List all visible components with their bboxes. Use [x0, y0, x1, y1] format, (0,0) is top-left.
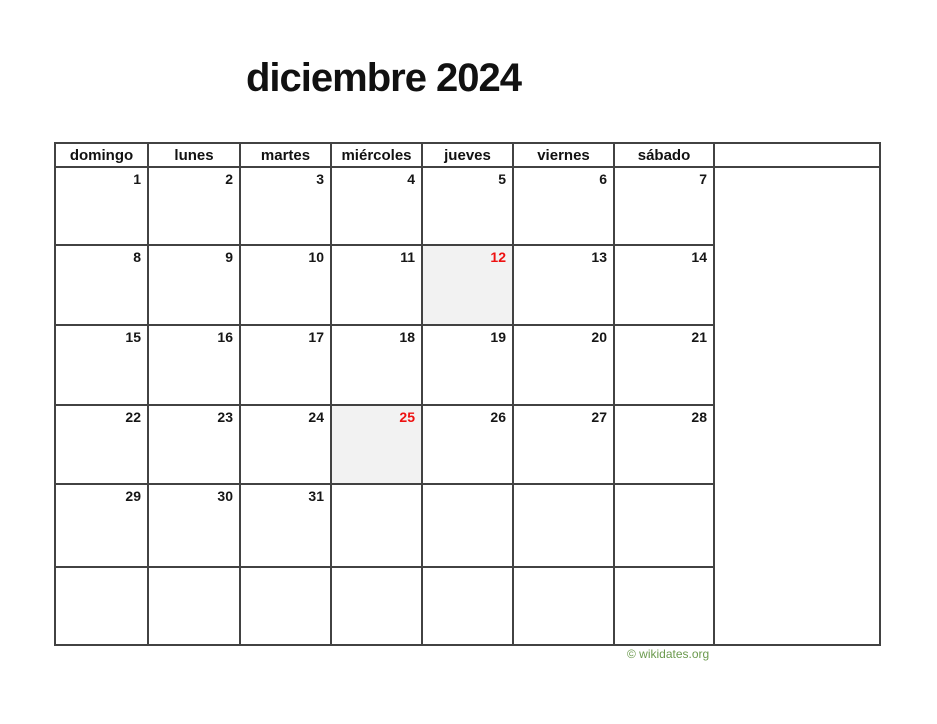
notes-column-header — [715, 144, 879, 168]
weekday-header-miercoles — [332, 144, 423, 168]
day-cell-27 — [514, 406, 615, 485]
day-number: 21 — [691, 329, 707, 345]
day-number: 17 — [308, 329, 324, 345]
credit-text: © wikidates.org — [627, 647, 710, 661]
day-number: 15 — [125, 329, 141, 345]
empty-day-cell — [149, 568, 241, 644]
day-cell-19 — [423, 326, 514, 406]
empty-day-cell — [423, 568, 514, 644]
weekday-header-lunes — [149, 144, 241, 168]
day-number: 3 — [316, 171, 324, 187]
day-number: 19 — [490, 329, 506, 345]
day-cell-31 — [241, 485, 332, 568]
day-number: 7 — [699, 171, 707, 187]
day-number: 1 — [133, 171, 141, 187]
day-cell-9 — [149, 246, 241, 326]
day-cell-4 — [332, 168, 423, 246]
day-cell-5 — [423, 168, 514, 246]
empty-day-cell — [423, 485, 514, 568]
day-number: 25 — [399, 409, 415, 425]
notes-column-cell — [715, 168, 879, 644]
weekday-label: domingo — [69, 146, 134, 164]
day-cell-24 — [241, 406, 332, 485]
weekday-header-jueves — [423, 144, 514, 168]
day-cell-16 — [149, 326, 241, 406]
empty-day-cell — [514, 485, 615, 568]
weekday-label: sábado — [637, 146, 691, 164]
weekday-header-sabado — [615, 144, 715, 168]
day-cell-26 — [423, 406, 514, 485]
day-cell-18 — [332, 326, 423, 406]
weekday-label: martes — [260, 146, 311, 164]
empty-day-cell — [332, 568, 423, 644]
weekday-label: viernes — [537, 146, 590, 164]
day-cell-10 — [241, 246, 332, 326]
empty-day-cell — [241, 568, 332, 644]
empty-day-cell — [332, 485, 423, 568]
day-number: 4 — [407, 171, 415, 187]
weekday-label: miércoles — [341, 146, 412, 164]
day-cell-29 — [56, 485, 149, 568]
day-number: 18 — [399, 329, 415, 345]
day-number: 14 — [691, 249, 707, 265]
day-number: 12 — [490, 249, 506, 265]
day-number: 28 — [691, 409, 707, 425]
day-number: 11 — [400, 249, 415, 265]
day-number: 6 — [599, 171, 607, 187]
day-number: 31 — [308, 488, 324, 504]
day-cell-8 — [56, 246, 149, 326]
day-number: 26 — [490, 409, 506, 425]
day-cell-7 — [615, 168, 715, 246]
day-number: 23 — [217, 409, 233, 425]
day-number: 10 — [308, 249, 324, 265]
day-cell-11 — [332, 246, 423, 326]
day-number: 2 — [225, 171, 233, 187]
day-cell-30 — [149, 485, 241, 568]
day-number: 5 — [498, 171, 506, 187]
day-cell-3 — [241, 168, 332, 246]
day-number: 22 — [125, 409, 141, 425]
calendar-title: diciembre 2024 — [245, 56, 522, 100]
calendar-grid — [54, 142, 881, 646]
day-cell-22 — [56, 406, 149, 485]
day-cell-21 — [615, 326, 715, 406]
day-cell-6 — [514, 168, 615, 246]
day-number: 29 — [125, 488, 141, 504]
weekday-label: lunes — [174, 146, 214, 164]
day-number: 30 — [217, 488, 233, 504]
day-number: 9 — [225, 249, 233, 265]
day-cell-2 — [149, 168, 241, 246]
day-number: 24 — [308, 409, 324, 425]
day-cell-15 — [56, 326, 149, 406]
day-number: 13 — [591, 249, 607, 265]
empty-day-cell — [514, 568, 615, 644]
day-cell-20 — [514, 326, 615, 406]
day-number: 20 — [591, 329, 607, 345]
day-cell-17 — [241, 326, 332, 406]
day-cell-1 — [56, 168, 149, 246]
empty-day-cell — [615, 485, 715, 568]
day-cell-12 — [423, 246, 514, 326]
empty-day-cell — [615, 568, 715, 644]
day-cell-14 — [615, 246, 715, 326]
weekday-header-domingo — [56, 144, 149, 168]
day-cell-13 — [514, 246, 615, 326]
day-cell-23 — [149, 406, 241, 485]
day-cell-25 — [332, 406, 423, 485]
weekday-header-viernes — [514, 144, 615, 168]
day-number: 16 — [217, 329, 233, 345]
empty-day-cell — [56, 568, 149, 644]
day-cell-28 — [615, 406, 715, 485]
day-number: 8 — [133, 249, 141, 265]
day-number: 27 — [591, 409, 607, 425]
weekday-header-martes — [241, 144, 332, 168]
weekday-label: jueves — [444, 146, 491, 164]
